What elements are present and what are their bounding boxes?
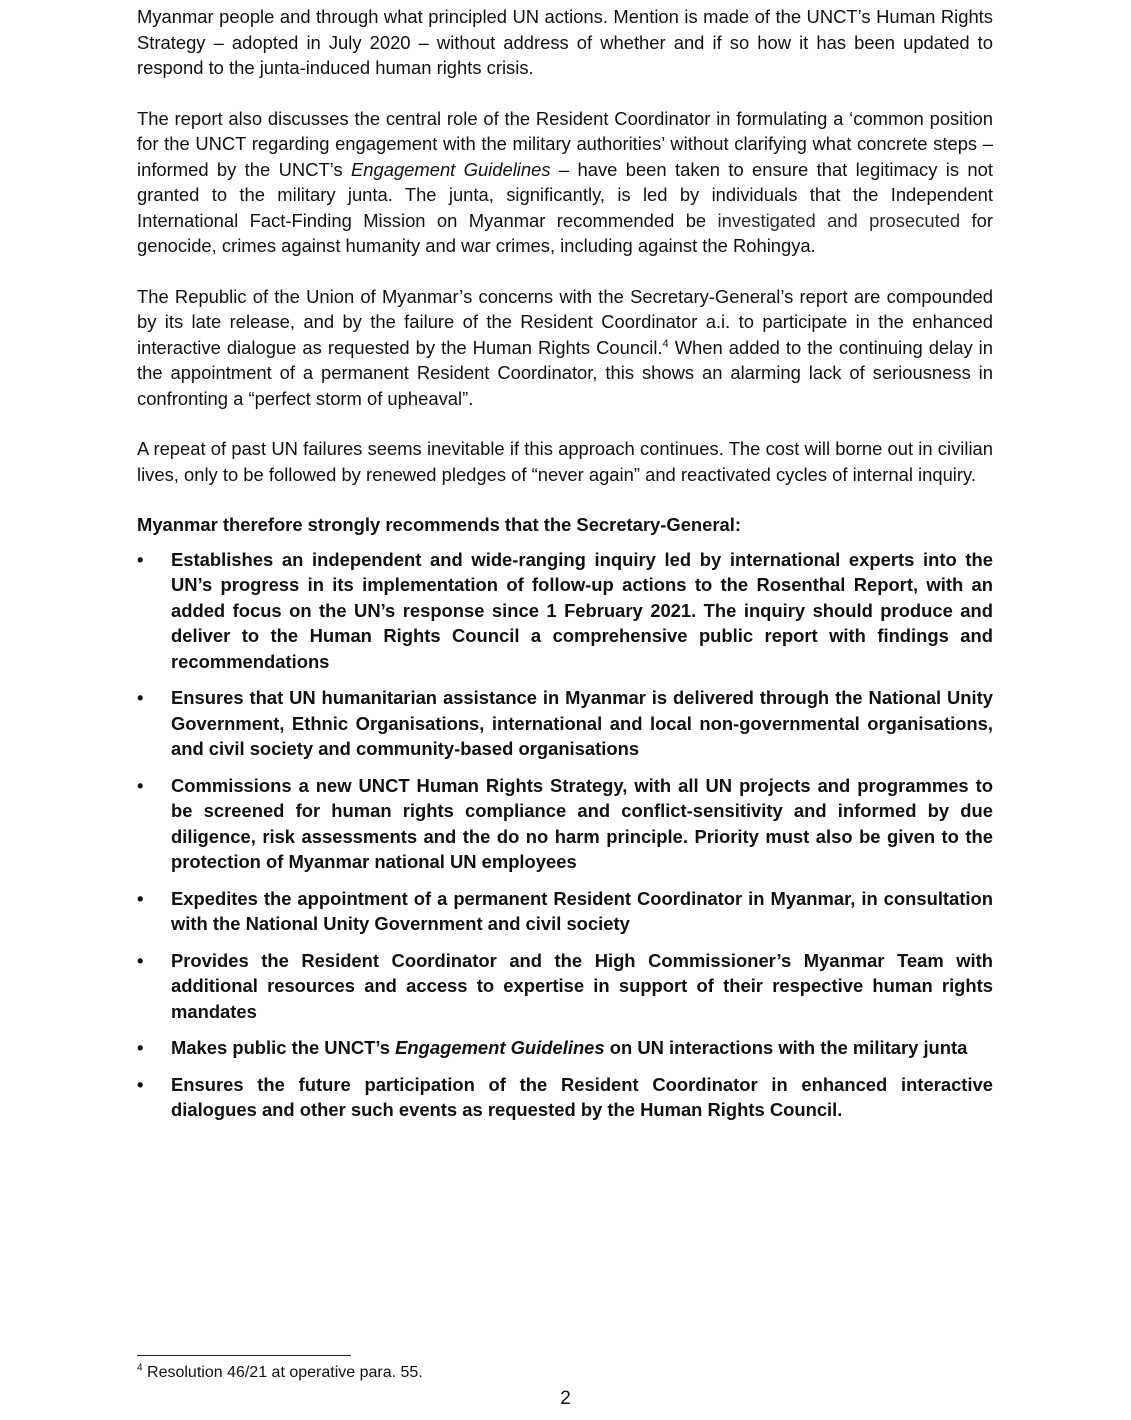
- paragraph: [137, 106, 993, 259]
- text-segment: Ensures that UN humanitarian assistance in Myanmar is delivered through the National Unity Government, Ethnic Organisations, international and local non-governmental organisations, and civil society and community-based organisations: [171, 687, 993, 759]
- recommendation-item: [137, 886, 993, 937]
- text-segment: When added to the continuing delay in the appointment of a permanent Resident Coordinator, this shows an alarming lack of seriousness in confronting a “perfect storm of upheaval”.: [137, 336, 993, 409]
- text-segment: on UN interactions with the military junta: [604, 1037, 968, 1058]
- recommendation-item: [137, 685, 993, 762]
- recommendation-item: [137, 547, 993, 675]
- linked-text[interactable]: investigated and prosecuted: [717, 209, 961, 231]
- text-segment: Myanmar people and through what principled UN actions. Mention is made of the UNCT’s Human Rights Strategy – adopted in July 2020 – without address of whether and if so how it has been updated to respond to the junta-induced human rights crisis.: [137, 6, 993, 78]
- page-number: 2: [560, 1388, 571, 1409]
- text-segment: Ensures the future participation of the Resident Coordinator in enhanced interactive dialogues and other such events as requested by the Human Rights Council.: [171, 1073, 993, 1120]
- recommendations-heading: Myanmar therefore strongly recommends that the Secretary-General:: [137, 514, 742, 535]
- text-segment: Makes public the UNCT’s: [171, 1037, 396, 1058]
- footnote-reference: 4: [662, 337, 669, 350]
- text-segment: – have been taken to ensure that legitimacy is not granted to the military junta. The junta, significantly, is led by individuals that the Independent International Fact-Finding Mission on Myanmar recommended be: [137, 158, 993, 231]
- paragraph: [137, 284, 993, 412]
- bullet-icon: •: [137, 774, 144, 796]
- text-segment: Provides the Resident Coordinator and the High Commissioner’s Myanmar Team with additional resources and access to expertise in support of their respective human rights mandates: [171, 949, 993, 1022]
- bullet-icon: •: [137, 1037, 144, 1058]
- bullet-icon: •: [137, 687, 144, 708]
- bullet-icon: •: [137, 887, 144, 909]
- bullet-icon: •: [137, 949, 144, 971]
- italic-text: Engagement Guidelines: [351, 158, 551, 180]
- bullet-icon: •: [137, 548, 144, 570]
- footnote-separator: [137, 1355, 351, 1356]
- recommendation-item: [137, 773, 993, 875]
- footnote-text: Resolution 46/21 at operative para. 55.: [142, 1364, 423, 1381]
- text-segment: The report also discusses the central role of the Resident Coordinator in formulating a ‘common position for the UNCT regarding engagement with the military authorities’ without clarifying what concrete steps – informed by the UNCT’s: [137, 107, 993, 180]
- recommendation-item: [137, 1035, 993, 1061]
- recommendation-item: [137, 1072, 993, 1123]
- text-segment: for genocide, crimes against humanity and war crimes, including against the Rohingya.: [137, 209, 993, 256]
- recommendation-item: [137, 948, 993, 1025]
- text-segment: Establishes an independent and wide-ranging inquiry led by international experts into the UN’s progress in its implementation of follow-up actions to the Rosenthal Report, with an added focus on the UN’s response since 1 February 2021. The inquiry should produce and deliver to the Human Rights Council a comprehensive public report with findings and recommendations: [171, 548, 993, 672]
- text-segment: Expedites the appointment of a permanent Resident Coordinator in Myanmar, in consultation with the National Unity Government and civil society: [171, 887, 993, 934]
- bullet-icon: •: [137, 1073, 144, 1095]
- paragraph: [137, 4, 993, 81]
- body-text: [137, 4, 993, 487]
- footnote: [137, 1362, 423, 1384]
- text-segment: A repeat of past UN failures seems inevitable if this approach continues. The cost will borne out in civilian lives, only to be followed by renewed pledges of “never again” and reactivated cycles of internal inquiry.: [137, 438, 993, 485]
- paragraph: [137, 436, 993, 487]
- italic-text: Engagement Guidelines: [395, 1037, 605, 1058]
- text-segment: Commissions a new UNCT Human Rights Strategy, with all UN projects and programmes to be screened for human rights compliance and conflict-sensitivity and informed by due diligence, risk assessments and the do no harm principle. Priority must also be given to the protection of Myanmar national UN employees: [171, 774, 993, 872]
- text-segment: The Republic of the Union of Myanmar’s concerns with the Secretary-General’s report are compounded by its late release, and by the failure of the Resident Coordinator a.i. to participate in the enhanced interactive dialogue as requested by the Human Rights Council.: [137, 285, 993, 358]
- recommendations-list: [137, 547, 993, 1123]
- footnote-marker: 4: [137, 1362, 143, 1374]
- document-page: [137, 4, 993, 1134]
